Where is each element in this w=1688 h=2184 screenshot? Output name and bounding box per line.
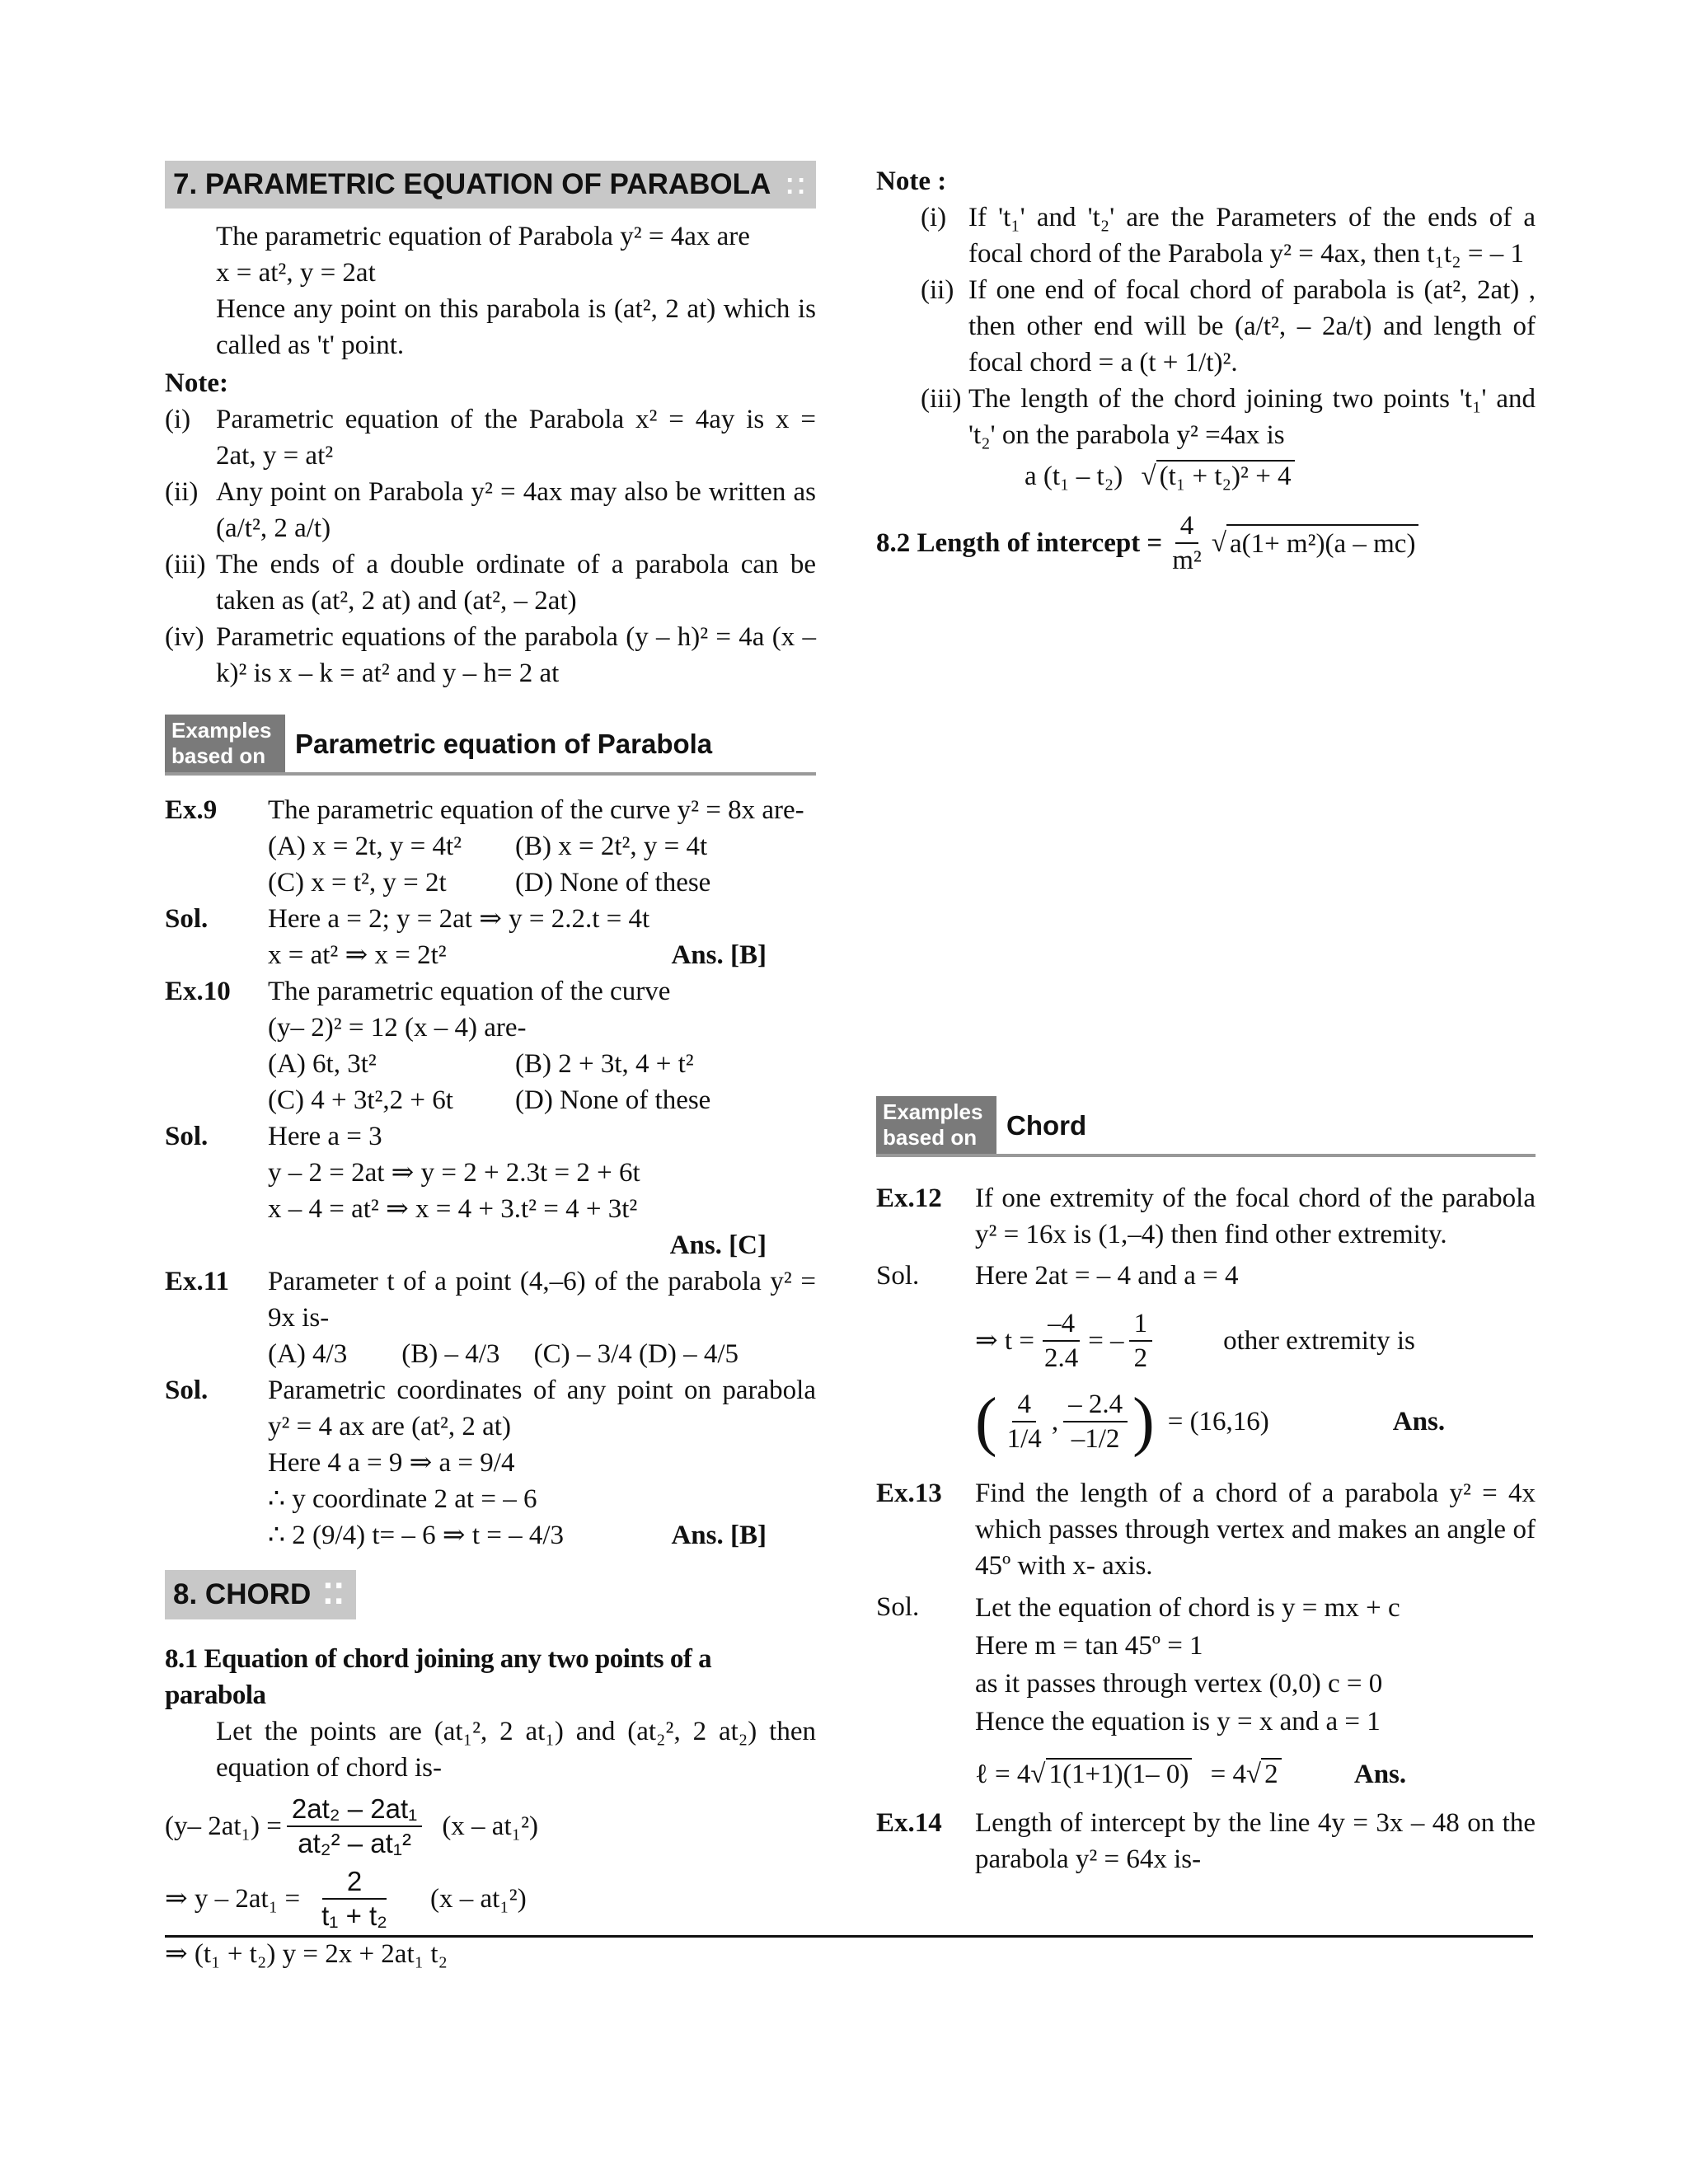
pt-fraction-1 [1002,1388,1047,1455]
note-item [165,546,816,619]
note-item [165,474,816,546]
point-equation [975,1385,1536,1458]
options-row [268,865,816,901]
t-prefix: ⇒ t = [975,1326,1034,1356]
section-7-heading [165,161,816,209]
example-label: Ex.10 [165,977,231,1006]
s82-root: a(1+ m²)(a – mc) [1226,524,1419,562]
chord-length-formula [876,458,1536,494]
answer: Ans. [C] [669,1230,767,1260]
note-number: (iii) [921,384,962,414]
answer: Ans. [1353,1760,1407,1789]
note-number: (iii) [165,550,206,579]
solution-text: x = at² ⇒ x = 2t² [268,940,447,970]
formula-root: (t₁ + t₂)² + 4 [1156,460,1295,491]
section-8-1-text: Let the points are (at₁², 2 at₁) and (at₂², 2 at₂) then equation of chord is- [216,1717,816,1783]
example-body [268,792,816,901]
options-row [268,828,816,865]
question: Find the length of a chord of a parabola y² = 4x which passes through vertex and makes an angle of 45º with x- axis. [975,1479,1536,1581]
note-number: (iv) [165,622,204,652]
question: Parameter t of a point (4,–6) of the parabola y² = 9x is- [268,1267,816,1333]
note-text: If 't₁' and 't₂' are the Parameters of the ends of a focal chord of the Parabola y² = 4ax, then t₁t₂ = – 1 [968,203,1536,269]
section-8-1-title: 8.1 Equation of chord joining any two points of a parabola [165,1644,712,1710]
note-number: (i) [165,405,191,434]
solution-line: Here m = tan 45º = 1 [975,1631,1203,1661]
solution-line: y – 2 = 2at ⇒ y = 2 + 2.3t = 2 + 6t [268,1158,640,1188]
sqrt-icon: √ [1211,528,1226,558]
other-extremity-text: other extremity is [1223,1326,1415,1356]
length-root: 1(1+1)(1– 0) [1046,1758,1193,1789]
pt-denominator: 1/4 [1006,1424,1042,1454]
section-8-title: 8. CHORD [173,1578,312,1610]
solution-13 [876,1589,1536,1793]
t-fraction-2 [1129,1307,1153,1375]
length-root-2: 2 [1261,1758,1282,1789]
t-denominator: 2.4 [1043,1343,1079,1373]
options-row [268,1046,816,1082]
solution-line: Here a = 2; y = 2at ⇒ y = 2.2.t = 4t [268,904,650,934]
solution-line [268,937,816,973]
example-label: Ex.13 [876,1479,942,1508]
solution-9 [165,901,816,973]
dots-icon: ⁚⁚ [785,173,809,199]
question: The parametric equation of the curve [268,977,671,1006]
solution-label: Sol. [165,1122,209,1151]
point-result: = (16,16) [1167,1407,1269,1436]
intro-line-1: The parametric equation of Parabola y² = 4ax are [216,222,750,251]
solution-12 [876,1258,1536,1458]
intro-line-3: Hence any point on this parabola is (at², 2 at) which is called as 't' point. [216,294,816,360]
note-label: Note : [876,166,947,196]
s82-denominator: m² [1172,546,1202,575]
solution-line: ∴ y coordinate 2 at = – 6 [268,1484,537,1514]
options: (A) 4/3 (B) – 4/3 (C) – 3/4 (D) – 4/5 [268,1339,739,1369]
example-10 [165,973,816,1118]
note-item [876,199,1536,272]
examples-header-chord [876,1096,1536,1157]
option-b: (B) 2 + 3t, 4 + t² [515,1049,694,1079]
sqrt-icon: √ [1030,1760,1046,1789]
pt-denominator: –1/2 [1071,1424,1120,1454]
sqrt-icon: √ [1141,462,1156,491]
solution-text: ∴ 2 (9/4) t= – 6 ⇒ t = – 4/3 [268,1521,565,1550]
examples-header-parametric [165,715,816,776]
answer: Ans. [1392,1407,1446,1436]
option-d: (D) None of these [515,1085,711,1115]
question: (y– 2)² = 12 (x – 4) are- [268,1013,527,1043]
eq-numerator: 2at₂ – 2at₁ [287,1793,422,1827]
solution-body [268,1372,816,1554]
t-numerator: 1 [1129,1307,1153,1342]
s82-fraction [1167,509,1207,577]
answer: Ans. [B] [671,1521,767,1550]
eq-denominator: t₁ + t₂ [321,1900,387,1931]
solution-label: Sol. [165,904,209,934]
eq-fraction [316,1865,392,1933]
example-body [268,1263,816,1372]
section-8-2 [876,509,1536,577]
note-number: (i) [921,203,947,232]
option-a: (A) x = 2t, y = 4t² [268,832,462,861]
example-14 [876,1805,1536,1877]
formula-prefix: a (t₁ – t₂) [1025,462,1123,491]
length-equation [975,1755,1536,1793]
note-number: (ii) [921,275,954,305]
t-mid: = – [1088,1326,1124,1356]
section-8-heading [165,1570,356,1619]
right-column [876,163,1536,1877]
chord-equation-2 [165,1865,816,1933]
left-column [165,161,816,1972]
pt-numerator: – 2.4 [1063,1388,1128,1422]
note-item [876,272,1536,381]
solution-body [268,901,816,973]
note-item [165,401,816,474]
option-a: (A) 6t, 3t² [268,1049,377,1079]
eq-lhs: (y– 2at₁) = [165,1811,282,1841]
note-item [165,619,816,691]
intro-line-2: x = at², y = 2at [216,258,376,288]
examples-tag: Examples based on [165,715,285,772]
section-7-title: 7. PARAMETRIC EQUATION OF PARABOLA [173,168,771,200]
solution-label: Sol. [165,1376,209,1405]
dots-icon: ⁚⁚ [322,1578,345,1610]
note-text: Parametric equation of the Parabola x² = 4ay is x = 2at, y = at² [216,405,816,471]
example-13 [876,1475,1536,1584]
solution-line: Let the equation of chord is y = mx + c [975,1593,1400,1623]
eq-lhs: ⇒ y – 2at₁ = [165,1884,301,1914]
note-text: The ends of a double ordinate of a parabola can be taken as (at², 2 at) and (at², – 2at) [216,550,816,616]
example-body [268,973,816,1118]
eq-rhs: (x – at₁²) [442,1811,539,1841]
note-item [876,381,1536,453]
s82-numerator: 4 [1175,509,1199,544]
example-9 [165,792,816,901]
chord-equation-3: ⇒ (t₁ + t₂) y = 2x + 2at₁ t₂ [165,1939,448,1969]
examples-title: Chord [1006,1110,1087,1141]
solution-line [268,1517,816,1554]
question: Length of intercept by the line 4y = 3x – 48 on the parabola y² = 64x is- [975,1808,1536,1874]
example-label: Ex.14 [876,1808,942,1838]
example-label: Ex.12 [876,1183,942,1213]
paren-close-icon: ) [1132,1385,1155,1458]
eq-rhs: (x – at₁²) [429,1884,527,1914]
section-8-2-label: 8.2 Length of intercept = [876,528,1163,558]
note-text: Parametric equations of the parabola (y – h)² = 4a (x – k)² is x – k = at² and y – h= 2 at [216,622,816,688]
examples-title: Parametric equation of Parabola [295,729,713,759]
eq-numerator: 2 [322,1865,387,1900]
length-equals: = 4 [1210,1760,1246,1789]
solution-line: as it passes through vertex (0,0) c = 0 [975,1669,1383,1699]
solution-11 [165,1372,816,1554]
note-label: Note: [165,368,228,398]
solution-line: Here 2at = – 4 and a = 4 [975,1261,1239,1291]
solution-line: Here 4 a = 9 ⇒ a = 9/4 [268,1448,515,1478]
t-equation [975,1307,1536,1375]
t-denominator: 2 [1133,1343,1148,1373]
solution-body [975,1589,1536,1793]
question: If one extremity of the focal chord of the parabola y² = 16x is (1,–4) then find other extremity. [975,1183,1536,1249]
comma-icon: , [1051,1407,1059,1436]
chord-equation-1 [165,1793,816,1860]
options-row [268,1082,816,1118]
note-text: If one end of focal chord of parabola is (at², 2at) , then other end will be (a/t², – 2a/t) and length of focal chord = a (t + 1/t)². [968,275,1536,377]
note-text: The length of the chord joining two points 't₁' and 't₂' on the parabola y² =4ax is [968,384,1536,450]
intro-block [165,218,816,363]
solution-line: Parametric coordinates of any point on parabola y² = 4 ax are (at², 2 at) [268,1376,816,1441]
example-label: Ex.9 [165,795,218,825]
solution-line: Here a = 3 [268,1122,382,1151]
footer-divider [165,1935,1533,1938]
example-12 [876,1180,1536,1253]
t-fraction-1 [1039,1307,1083,1375]
note-number: (ii) [165,477,199,507]
sqrt-icon: √ [1246,1760,1262,1789]
solution-line: Hence the equation is y = x and a = 1 [975,1707,1381,1736]
solution-label: Sol. [876,1261,920,1291]
option-c: (C) 4 + 3t²,2 + 6t [268,1085,453,1115]
examples-tag: Examples based on [876,1096,996,1154]
eq-fraction [287,1793,422,1860]
solution-line [268,1227,816,1263]
pt-fraction-2 [1063,1388,1128,1455]
example-11 [165,1263,816,1372]
option-c: (C) x = t², y = 2t [268,868,447,898]
solution-body [975,1258,1536,1458]
option-d: (D) None of these [515,868,711,898]
t-numerator: –4 [1043,1307,1080,1342]
length-prefix: ℓ = 4 [975,1760,1031,1789]
solution-label: Sol. [876,1592,920,1622]
solution-10 [165,1118,816,1263]
answer: Ans. [B] [671,940,767,970]
option-b: (B) x = 2t², y = 4t [515,832,708,861]
solution-line: x – 4 = at² ⇒ x = 4 + 3.t² = 4 + 3t² [268,1194,638,1224]
pt-numerator: 4 [1012,1388,1036,1422]
example-label: Ex.11 [165,1267,229,1296]
eq-denominator: at₂² – at₁² [298,1828,411,1858]
paren-open-icon: ( [975,1385,997,1458]
note-text: Any point on Parabola y² = 4ax may also be written as (a/t², 2 a/t) [216,477,816,543]
solution-body [268,1118,816,1263]
question: The parametric equation of the curve y² = 8x are- [268,795,804,825]
